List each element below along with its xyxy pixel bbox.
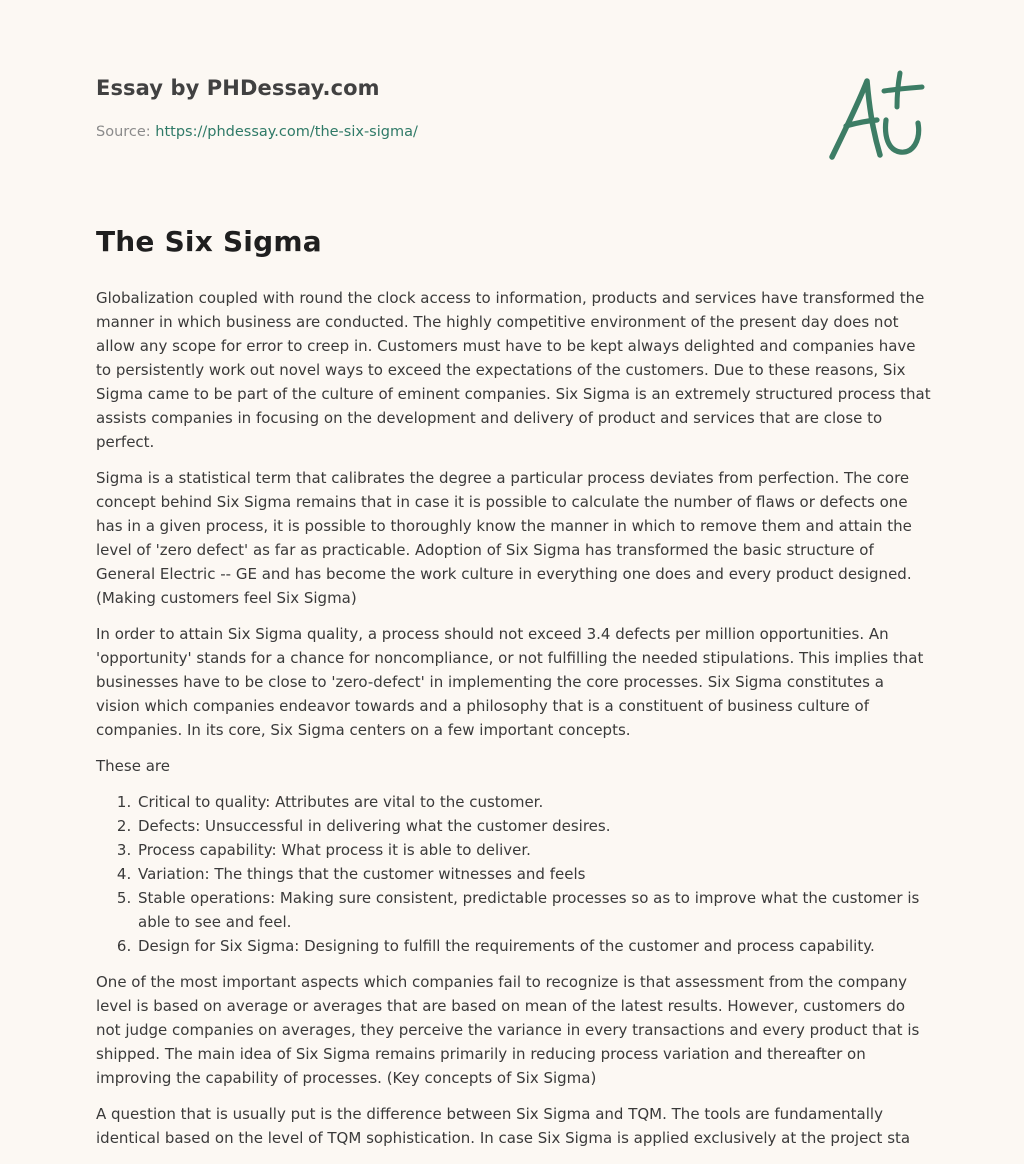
paragraph: A question that is usually put is the difference between Six Sigma and TQM. The tools are fundamentally identical based on the level of TQM sophistication. In case Six Sigma is applied exclusively at the project sta bbox=[96, 1105, 911, 1147]
list-item: 6. Design for Six Sigma: Designing to fulfill the requirements of the customer and process capability. bbox=[136, 934, 932, 958]
list-item: 3. Process capability: What process it is able to deliver. bbox=[136, 838, 932, 862]
paragraph: Sigma is a statistical term that calibrates the degree a particular process deviates from perfection. The core concept behind Six Sigma remains that in case it is possible to calculate the number of flaws or defects one has in a given process, it is possible to thoroughly know the manner in which to remove them and attain the level of 'zero defect' as far as practicable. Adoption of Six Sigma has transformed the basic structure of General Electric -- GE and has become the work culture in everything one does and every product designed. (Making customers feel Six Sigma) bbox=[96, 469, 912, 607]
paragraph: One of the most important aspects which companies fail to recognize is that assessment from the company level is based on average or averages that are based on mean of the latest results. However, customers do not judge companies on averages, they perceive the variance in every transactions and every product that is shipped. The main idea of Six Sigma remains primarily in reducing process variation and thereafter on improving the capability of processes. (Key concepts of Six Sigma) bbox=[96, 973, 920, 1087]
article-title: The Six Sigma bbox=[96, 225, 322, 258]
paragraph: These are bbox=[96, 757, 170, 775]
article-body bbox=[96, 286, 932, 1162]
paragraph: In order to attain Six Sigma quality, a process should not exceed 3.4 defects per million opportunities. An 'opportunity' stands for a chance for noncompliance, or not fulfilling the needed stipulations. This implies that businesses have to be close to 'zero-defect' in implementing the core processes. Six Sigma constitutes a vision which companies endeavor towards and a philosophy that is a constituent of business culture of companies. In its core, Six Sigma centers on a few important concepts. bbox=[96, 625, 924, 739]
source-line bbox=[96, 124, 418, 140]
source-link[interactable]: https://phdessay.com/the-six-sigma/ bbox=[155, 124, 418, 140]
site-brand: Essay by PHDessay.com bbox=[96, 76, 380, 100]
list-item: 5. Stable operations: Making sure consistent, predictable processes so as to improve what the customer is able to see and feel. bbox=[136, 886, 932, 934]
list-item: 1. Critical to quality: Attributes are vital to the customer. bbox=[136, 790, 932, 814]
list-item: 2. Defects: Unsuccessful in delivering what the customer desires. bbox=[136, 814, 932, 838]
list-item: 4. Variation: The things that the customer witnesses and feels bbox=[136, 862, 932, 886]
paragraph: Globalization coupled with round the clock access to information, products and services have transformed the manner in which business are conducted. The highly competitive environment of the present day does not allow any scope for error to creep in. Customers must have to be kept always delighted and companies have to persistently work out novel ways to exceed the expectations of the customers. Due to these reasons, Six Sigma came to be part of the culture of eminent companies. Six Sigma is an extremely structured process that assists companies in focusing on the development and delivery of product and services that are close to perfect. bbox=[96, 289, 931, 451]
concept-list bbox=[96, 790, 932, 958]
source-label: Source: bbox=[96, 124, 151, 140]
a-plus-icon bbox=[822, 68, 928, 166]
